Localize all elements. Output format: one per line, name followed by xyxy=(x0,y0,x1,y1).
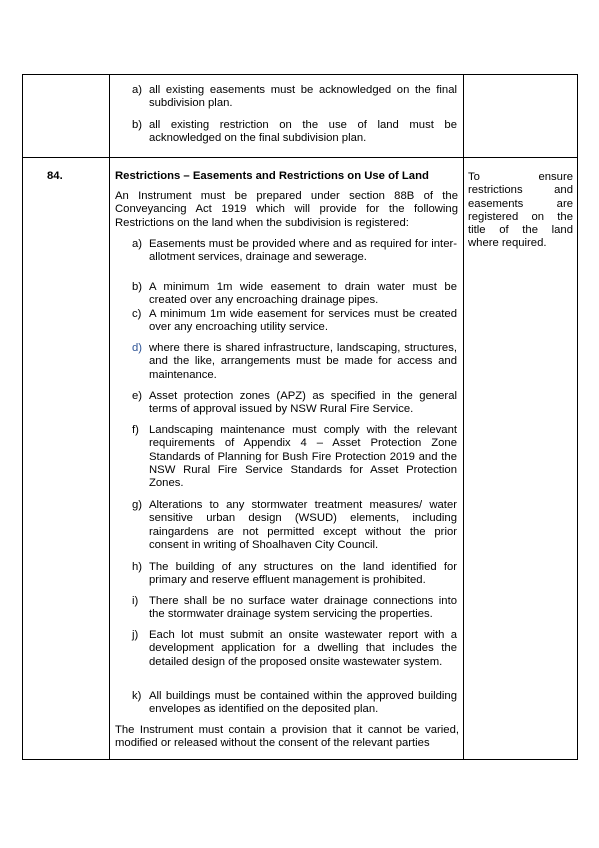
item-label: d) xyxy=(132,342,143,354)
item-label: i) xyxy=(132,595,139,607)
item-text: all existing easements must be acknowledged on the final subdivision plan. xyxy=(149,84,457,110)
item-label: j) xyxy=(132,629,139,641)
column-divider-2 xyxy=(463,75,464,759)
item-text: All buildings must be contained within the approved building envelopes as identified on the deposited plan. xyxy=(149,690,457,716)
item-text: Asset protection zones (APZ) as specified in the general terms of approval issued by NSW Rural Fire Service. xyxy=(149,390,457,416)
item-text: Each lot must submit an onsite wastewater report with a development application for a dwelling that includes the detailed design of the proposed onsite wastewater system. xyxy=(149,629,457,668)
condition-intro: An Instrument must be prepared under section 88B of the Conveyancing Act 1919 which will provide for the following Restrictions on the land when the subdivision is registered: xyxy=(115,190,458,229)
item-text: all existing restriction on the use of land must be acknowledged on the final subdivision plan. xyxy=(149,119,457,145)
item-text: There shall be no surface water drainage connections into the stormwater drainage system servicing the properties. xyxy=(149,595,457,621)
item-label: k) xyxy=(132,690,142,702)
item-text: A minimum 1m wide easement for services must be created over any encroaching utility service. xyxy=(149,308,457,334)
item-text: Easements must be provided where and as required for inter-allotment services, drainage and sewerage. xyxy=(149,238,457,264)
item-label: e) xyxy=(132,390,143,402)
item-label: a) xyxy=(132,238,143,250)
item-label: a) xyxy=(132,84,143,96)
item-label: h) xyxy=(132,561,143,573)
condition-heading: Restrictions – Easements and Restrictions on Use of Land xyxy=(115,170,429,182)
item-text: where there is shared infrastructure, landscaping, structures, and the like, arrangements must be made for access and maintenance. xyxy=(149,342,457,381)
item-text: Alterations to any stormwater treatment measures/ water sensitive urban design (WSUD) elements, including raingardens are not permitted except without the prior consent in writing of Shoalhaven City Council. xyxy=(149,499,457,551)
column-divider-1 xyxy=(109,75,110,759)
condition-reason: To ensure restrictions and easements are registered on the title of the land where required. xyxy=(468,171,573,250)
row1-item-b xyxy=(132,119,457,147)
condition-number: 84. xyxy=(47,170,63,182)
item-text: The building of any structures on the land identified for primary and reserve effluent management is prohibited. xyxy=(149,561,457,587)
item-label: b) xyxy=(132,119,143,131)
item-label: f) xyxy=(132,424,139,436)
item-label: c) xyxy=(132,308,142,320)
condition-closing: The Instrument must contain a provision that it cannot be varied, modified or released without the consent of the relevant parties xyxy=(115,724,459,750)
item-label: b) xyxy=(132,281,143,293)
row1-item-a xyxy=(132,84,457,112)
item-text: Landscaping maintenance must comply with the relevant requirements of Appendix 4 – Asset Protection Zone Standards of Planning for Bush Fire Protection 2019 and the NSW Rural Fire Service Standards for Asset Protection Zones. xyxy=(149,424,457,490)
item-label: g) xyxy=(132,499,143,511)
row-divider xyxy=(23,157,577,158)
item-text: A minimum 1m wide easement to drain water must be created over any encroaching drainage pipes. xyxy=(149,281,457,307)
